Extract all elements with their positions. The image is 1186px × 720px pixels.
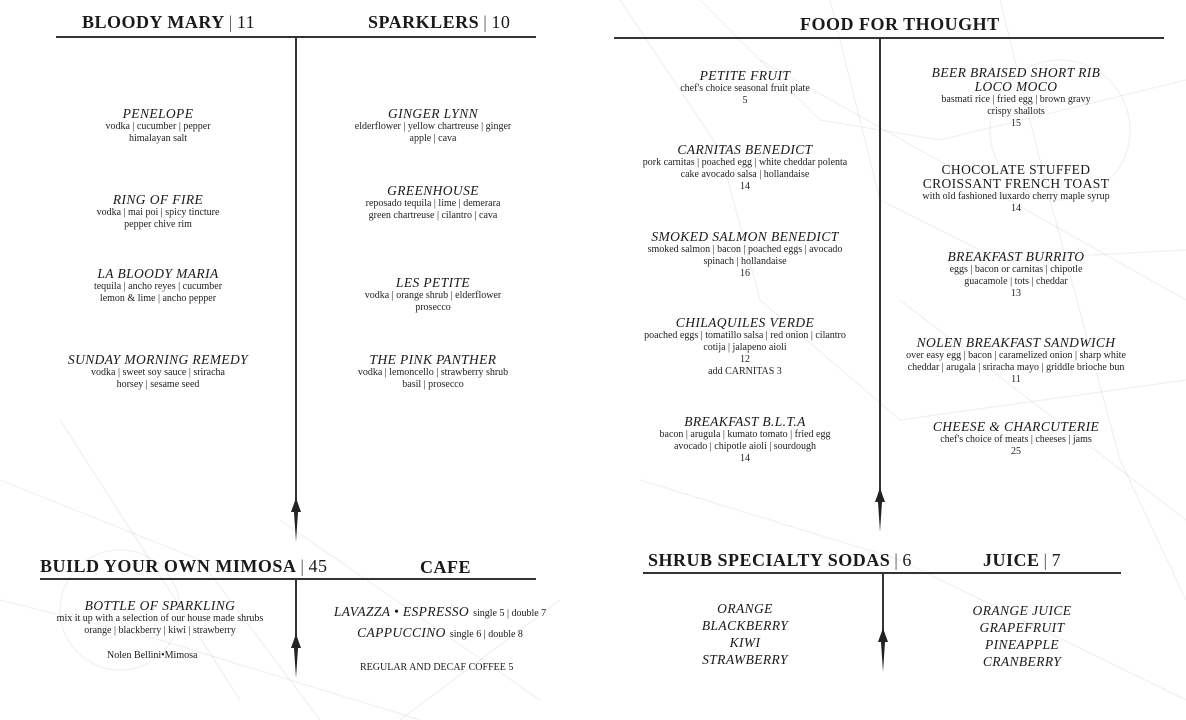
item-desc: chef's choice seasonal fruit plate bbox=[680, 83, 810, 94]
item-name: NOLEN BREAKFAST SANDWICH bbox=[916, 335, 1116, 350]
menu-item bbox=[680, 69, 810, 107]
divider-line bbox=[295, 578, 297, 638]
item-name: PETITE FRUIT bbox=[699, 68, 791, 83]
item-desc: green chartreuse | cilantro | cava bbox=[368, 210, 498, 221]
item-desc: bacon | arugula | kumato tomato | fried egg bbox=[659, 429, 831, 440]
item-name: CHOCOLATE STUFFED bbox=[941, 162, 1091, 177]
item-name: LES PETITE bbox=[395, 275, 471, 290]
item-desc: chef's choice of meats | cheeses | jams bbox=[940, 434, 1092, 445]
item-name: GINGER LYNN bbox=[387, 106, 479, 121]
item-name: LA BLOODY MARIA bbox=[97, 266, 219, 281]
item-name: LAVAZZA • ESPRESSO bbox=[333, 604, 470, 619]
menu-item bbox=[648, 230, 843, 280]
item-name: THE PINK PANTHER bbox=[369, 352, 497, 367]
menu-item bbox=[948, 250, 1085, 300]
list-item: ORANGE bbox=[717, 601, 773, 616]
item-desc: cheddar | arugala | sriracha mayo | griddle brioche bun bbox=[907, 362, 1125, 373]
item-name: CHEESE & CHARCUTERIE bbox=[932, 419, 1100, 434]
mimosa-header: BUILD YOUR OWN MIMOSA | 45 bbox=[40, 556, 328, 576]
item-price: 11 bbox=[1011, 374, 1021, 385]
menu-item bbox=[933, 420, 1099, 458]
item-name: CHILAQUILES VERDE bbox=[675, 315, 815, 330]
item-price: 14 bbox=[739, 181, 750, 192]
menu-item bbox=[355, 107, 511, 145]
item-desc: orange | blackberry | kiwi | strawberry bbox=[84, 625, 236, 636]
juice-flavor-list bbox=[973, 602, 1072, 670]
bloody-mary-header: BLOODY MARY | 11 bbox=[82, 12, 256, 32]
list-item: PINEAPPLE bbox=[984, 637, 1060, 652]
menu-item bbox=[660, 415, 831, 465]
list-item: KIWI bbox=[729, 635, 761, 650]
sparklers-header: SPARKLERS | 10 bbox=[368, 12, 511, 32]
item-name: CARNITAS BENEDICT bbox=[677, 142, 813, 157]
list-item: ORANGE JUICE bbox=[972, 603, 1072, 618]
cafe-header bbox=[420, 557, 471, 578]
cafe-title: CAFE bbox=[420, 557, 471, 577]
menu-item bbox=[57, 599, 264, 637]
item-desc: basmati rice | fried egg | brown gravy bbox=[941, 94, 1091, 105]
item-price: 16 bbox=[740, 268, 750, 279]
item-desc: with old fashioned luxardo cherry maple syrup bbox=[922, 191, 1110, 202]
item-price: 12 bbox=[739, 354, 750, 365]
item-desc: eggs | bacon or carnitas | chipotle bbox=[949, 264, 1083, 275]
item-desc: lemon & lime | ancho pepper bbox=[99, 293, 217, 304]
menu-item bbox=[922, 163, 1109, 215]
item-desc: basil | prosecco bbox=[402, 379, 464, 390]
juice-header: JUICE | 7 bbox=[983, 550, 1062, 570]
item-name: BREAKFAST BURRITO bbox=[947, 249, 1085, 264]
item-desc: reposado tequila | lime | demerara bbox=[365, 198, 501, 209]
food-title: FOOD FOR THOUGHT bbox=[800, 14, 1000, 34]
bloody-mary-title: BLOODY MARY bbox=[82, 12, 225, 32]
bloody-mary-price: 11 bbox=[236, 12, 256, 32]
item-price: 14 bbox=[1011, 203, 1021, 214]
menu-item bbox=[358, 353, 508, 391]
divider-line bbox=[879, 37, 881, 497]
item-desc: over easy egg | bacon | caramelized onion | sharp white bbox=[906, 350, 1126, 361]
arrow-down-icon bbox=[289, 634, 303, 678]
item-desc: vodka | orange shrub | elderflower bbox=[364, 290, 502, 301]
menu-item bbox=[643, 143, 847, 193]
divider-line bbox=[614, 37, 1164, 39]
item-desc: vodka | sweet soy sauce | sriracha bbox=[91, 367, 225, 378]
item-desc: cotija | jalapeno aioli bbox=[703, 342, 787, 353]
list-item: STRAWBERRY bbox=[702, 652, 788, 667]
divider-line bbox=[295, 36, 297, 506]
item-desc: pork carnitas | poached egg | white cheddar polenta bbox=[642, 157, 848, 168]
item-addon: add CARNITAS 3 bbox=[708, 366, 782, 377]
mimosa-note: Nolen Bellini•Mimosa bbox=[107, 650, 198, 661]
coffee-note: REGULAR AND DECAF COFFEE 5 bbox=[360, 662, 514, 673]
juice-price: 7 bbox=[1051, 550, 1062, 570]
cafe-row bbox=[334, 603, 546, 621]
item-name: LOCO MOCO bbox=[974, 79, 1058, 94]
list-item: BLACKBERRY bbox=[701, 618, 789, 633]
item-desc: guacamole | tots | cheddar bbox=[964, 276, 1068, 287]
arrow-down-icon bbox=[289, 498, 303, 542]
item-price: 5 bbox=[742, 95, 748, 106]
item-desc: vodka | lemoncello | strawberry shrub bbox=[357, 367, 509, 378]
item-name: SUNDAY MORNING REMEDY bbox=[67, 352, 249, 367]
arrow-down-icon bbox=[873, 488, 887, 532]
food-header bbox=[800, 14, 1000, 35]
item-price: single 6 | double 8 bbox=[449, 629, 523, 640]
shrub-price: 6 bbox=[902, 550, 912, 570]
menu-item bbox=[105, 107, 210, 145]
menu-item bbox=[906, 336, 1126, 386]
item-desc: spinach | hollandaise bbox=[703, 256, 787, 267]
mimosa-title: BUILD YOUR OWN MIMOSA bbox=[40, 556, 297, 576]
item-name: BOTTLE OF SPARKLING bbox=[84, 598, 236, 613]
item-price: 13 bbox=[1011, 288, 1021, 299]
item-desc: elderflower | yellow chartreuse | ginger bbox=[354, 121, 512, 132]
item-name: BEER BRAISED SHORT RIB bbox=[931, 65, 1101, 80]
item-desc: pepper chive rim bbox=[124, 219, 192, 230]
cafe-row bbox=[357, 624, 523, 642]
sparklers-price: 10 bbox=[491, 12, 511, 32]
item-name: PENELOPE bbox=[122, 106, 194, 121]
menu-item bbox=[366, 184, 501, 222]
item-desc: vodka | cucumber | pepper bbox=[105, 121, 211, 132]
item-name: RING OF FIRE bbox=[112, 192, 204, 207]
menu-item bbox=[97, 193, 220, 231]
item-desc: prosecco bbox=[415, 302, 451, 313]
item-name: CROISSANT FRENCH TOAST bbox=[922, 176, 1110, 191]
item-desc: avocado | chipotle aioli | sourdough bbox=[673, 441, 817, 452]
item-price: single 5 | double 7 bbox=[473, 608, 547, 619]
item-name: CAPPUCCINO bbox=[357, 625, 446, 640]
item-desc: poached eggs | tomatillo salsa | red onion | cilantro bbox=[644, 330, 846, 341]
item-name: SMOKED SALMON BENEDICT bbox=[651, 229, 839, 244]
item-desc: crispy shallots bbox=[987, 106, 1045, 117]
item-desc: mix it up with a selection of our house made shrubs bbox=[56, 613, 264, 624]
shrub-flavor-list bbox=[702, 600, 788, 668]
item-price: 14 bbox=[739, 453, 750, 464]
juice-title: JUICE bbox=[983, 550, 1040, 570]
item-desc: horsey | sesame seed bbox=[116, 379, 200, 390]
item-desc: vodka | mai poi | spicy tincture bbox=[96, 207, 220, 218]
list-item: GRAPEFRUIT bbox=[979, 620, 1065, 635]
item-desc: cake avocado salsa | hollandaise bbox=[680, 169, 810, 180]
divider-line bbox=[40, 578, 536, 580]
mimosa-price: 45 bbox=[308, 556, 328, 576]
item-price: 15 bbox=[1010, 118, 1021, 129]
shrub-header: SHRUB SPECIALTY SODAS | 6 bbox=[648, 550, 912, 570]
item-name: GREENHOUSE bbox=[387, 183, 479, 198]
menu-item bbox=[94, 267, 222, 305]
menu-item bbox=[68, 353, 248, 391]
item-price: 25 bbox=[1011, 446, 1021, 457]
sparklers-title: SPARKLERS bbox=[368, 12, 480, 32]
shrub-title: SHRUB SPECIALTY SODAS bbox=[648, 550, 891, 570]
arrow-down-icon bbox=[876, 628, 890, 672]
item-desc: smoked salmon | bacon | poached eggs | avocado bbox=[647, 244, 843, 255]
item-desc: himalayan salt bbox=[128, 133, 188, 144]
item-name: BREAKFAST B.L.T.A bbox=[684, 414, 806, 429]
menu-item bbox=[365, 276, 501, 314]
menu-item bbox=[932, 66, 1101, 130]
list-item: CRANBERRY bbox=[982, 654, 1062, 669]
menu-item bbox=[644, 316, 846, 378]
item-desc: apple | cava bbox=[409, 133, 457, 144]
divider-line bbox=[882, 572, 884, 634]
item-desc: tequila | ancho reyes | cucumber bbox=[93, 281, 223, 292]
